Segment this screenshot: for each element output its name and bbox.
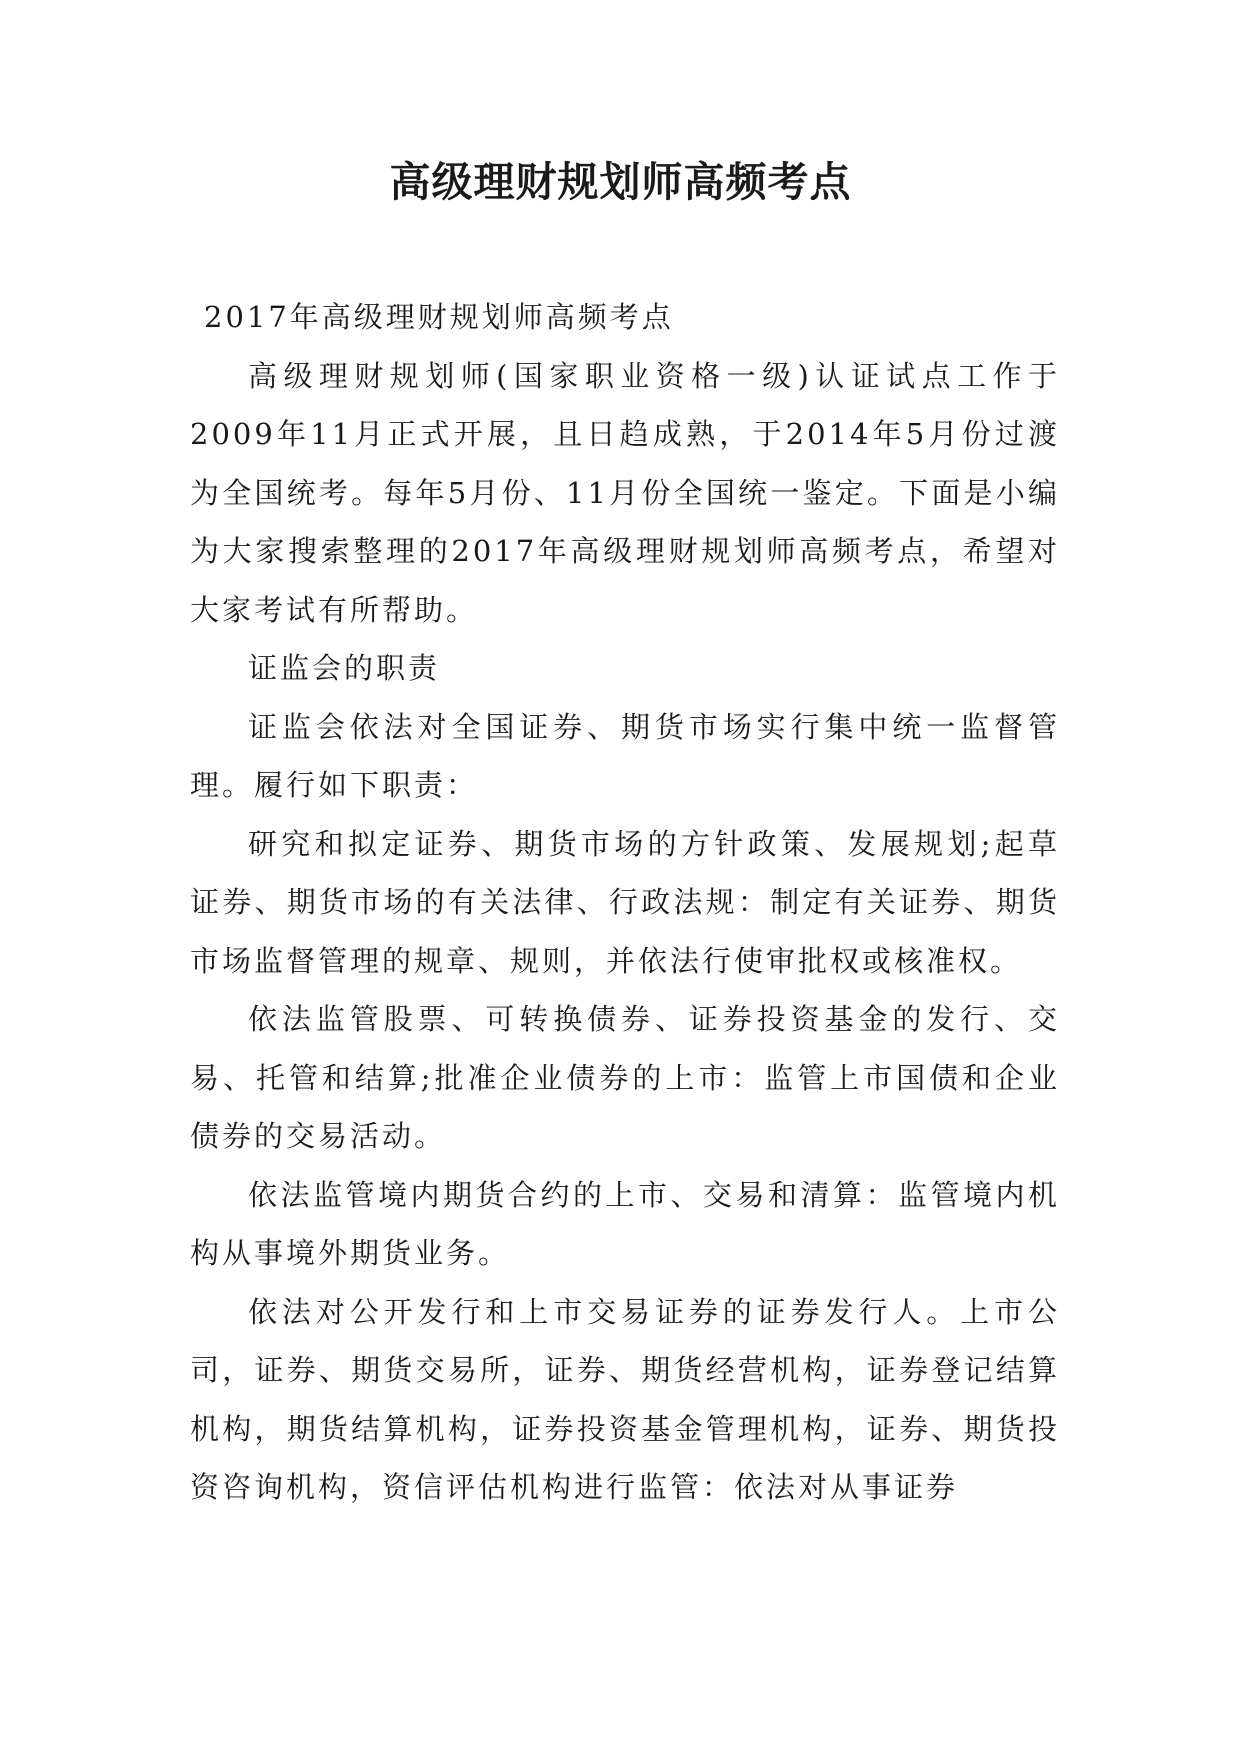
- paragraph-subtitle: 2017年高级理财规划师高频考点: [204, 300, 674, 334]
- paragraph: 证监会依法对全国证券、期货市场实行集中统一监督管理。履行如下职责：: [190, 709, 1060, 802]
- paragraph: 研究和拟定证券、期货市场的方针政策、发展规划;起草证券、期货市场的有关法律、行政法规：制定有关证券、期货市场监督管理的规章、规则，并依法行使审批权或核准权。: [190, 826, 1060, 978]
- paragraph-intro: 高级理财规划师(国家职业资格一级)认证试点工作于2009年11月正式开展，且日趋成熟，于2014年5月份过渡为全国统考。每年5月份、11月份全国统一鉴定。下面是小编为大家搜索整理的2017年高级理财规划师高频考点，希望对大家考试有所帮助。: [190, 358, 1060, 627]
- paragraph: 依法监管股票、可转换债券、证券投资基金的发行、交易、托管和结算;批准企业债券的上市：监管上市国债和企业债券的交易活动。: [190, 1002, 1060, 1153]
- document-body: [190, 288, 1060, 1517]
- document-title: 高级理财规划师高频考点: [389, 158, 852, 206]
- section-heading: 证监会的职责: [248, 651, 441, 685]
- paragraph: 依法对公开发行和上市交易证券的证券发行人。上市公司，证券、期货交易所，证券、期货经营机构，证券登记结算机构，期货结算机构，证券投资基金管理机构，证券、期货投资咨询机构，资信评估机构进行监管：依法对从事证券: [190, 1294, 1060, 1504]
- paragraph: 依法监管境内期货合约的上市、交易和清算：监管境内机构从事境外期货业务。: [190, 1177, 1060, 1270]
